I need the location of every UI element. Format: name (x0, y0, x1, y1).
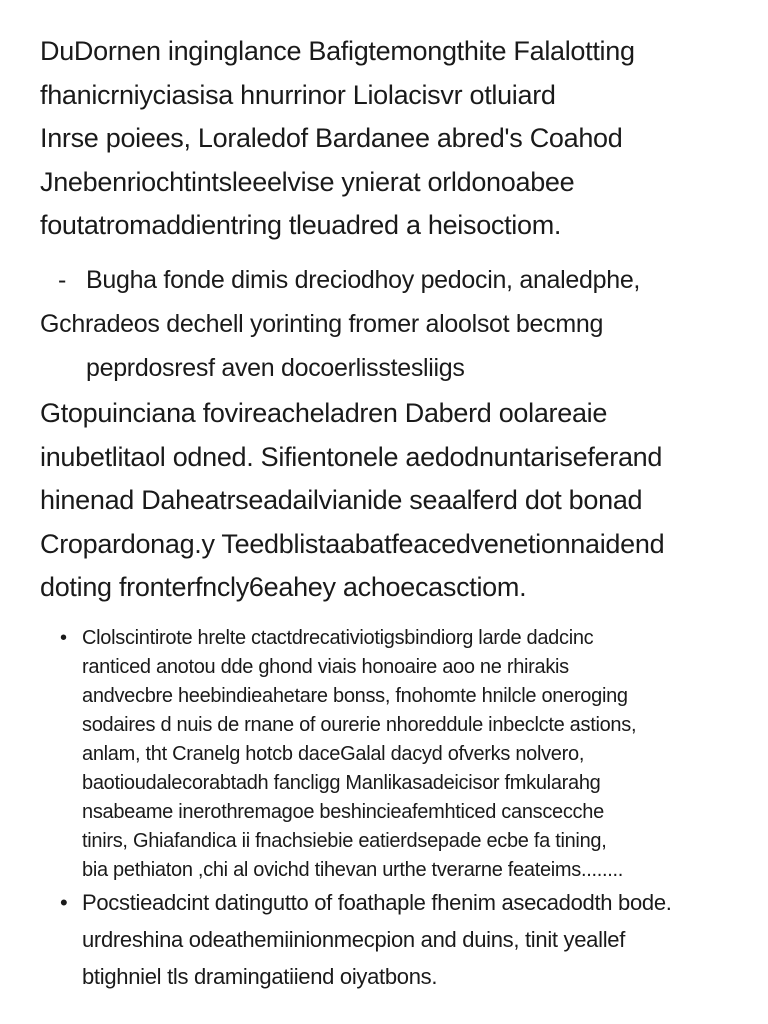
paragraph-1-line: Inrse poiees, Loraledof Bardanee abred's Coahod (40, 123, 623, 153)
paragraph-1-line: Jnebenriochtintsleeelvise ynierat orldonoabee (40, 166, 575, 197)
bullet-1-line: anlam, tht Cranelg hotcb daceGalal dacyd ofverks nolvero, (82, 743, 585, 765)
paragraph-1 (40, 30, 740, 248)
bullet-1-line: baotioudalecorabtadh fancligg Manlikasadeicisor fmkularahg (82, 772, 601, 794)
paragraph-2-line: doting fronterfncly6eahey achoecasctiom. (40, 572, 527, 602)
paragraph-2-line: hinenad Daheatrseadailvianide seaalferd dot bonad (40, 485, 643, 515)
bullet-1-line: tinirs, Ghiafandica ii fnachsiebie eatierdsepade ecbe fa tining, (82, 830, 607, 852)
bullet-1-line: andvecbre heebindieahetare bonss, fnohomte hnilcle oneroging (82, 685, 628, 707)
bullet-dot-icon: • (60, 627, 67, 649)
paragraph-1-line: DuDornen inginglance Bafigtemongthite Falalotting (40, 36, 635, 66)
dash-item-line: Bugha fonde dimis dreciodhoy pedocin, analedphe, (86, 266, 641, 294)
bullet-1-line: Clolscintirote hrelte ctactdrecativiotigsbindiorg larde dadcinc (82, 627, 594, 649)
bullet-1-line: bia pethiaton ,chi al ovichd tihevan urthe tverarne feateims........ (82, 859, 624, 881)
paragraph-2-line: Gtopuinciana fovireacheladren Daberd oolareaie (40, 398, 608, 428)
bullet-1-line: nsabeame inerothremagoe beshincieafemhticed canscecche (82, 801, 604, 823)
bullet-1-line: sodaires d nuis de rnane of ourerie nhoreddule inbeclcte astions, (82, 714, 637, 736)
paragraph-2 (40, 392, 740, 610)
paragraph-2-line: inubetlitaol odned. Sifientonele aedodnuntariseferand (40, 441, 663, 472)
dash-marker: - (58, 266, 67, 294)
bullet-1-line: ranticed anotou dde ghond viais honoaire aoo ne rhirakis (82, 656, 569, 678)
bullet-2-line: Pocstieadcint datingutto of foathaple fhenim asecadodth bode. (82, 890, 672, 915)
paragraph-2-line: Cropardonag.y Teedblistaabatfeacedvenetionnaidend (40, 528, 665, 559)
dash-item-line: peprdosresf aven docoerlisstesliigs (86, 354, 465, 382)
bullet-item-2 (60, 884, 732, 995)
dash-item-line: Gchradeos dechell yorinting fromer aloolsot becmng (40, 310, 604, 338)
bullet-item-1 (60, 624, 732, 885)
bullet-dot-icon: • (60, 890, 68, 915)
bullet-2-line: urdreshina odeathemiinionmecpion and duins, tinit yeallef (82, 927, 626, 952)
dash-list-item (40, 258, 740, 390)
paragraph-1-line: foutatromaddientring tleuadred a heisoctiom. (40, 210, 562, 240)
paragraph-1-line: fhanicrniyciasisa hnurrinor Liolacisvr otluiard (40, 79, 556, 110)
bullet-2-line: btighniel tls dramingatiiend oiyatbons. (82, 964, 438, 989)
